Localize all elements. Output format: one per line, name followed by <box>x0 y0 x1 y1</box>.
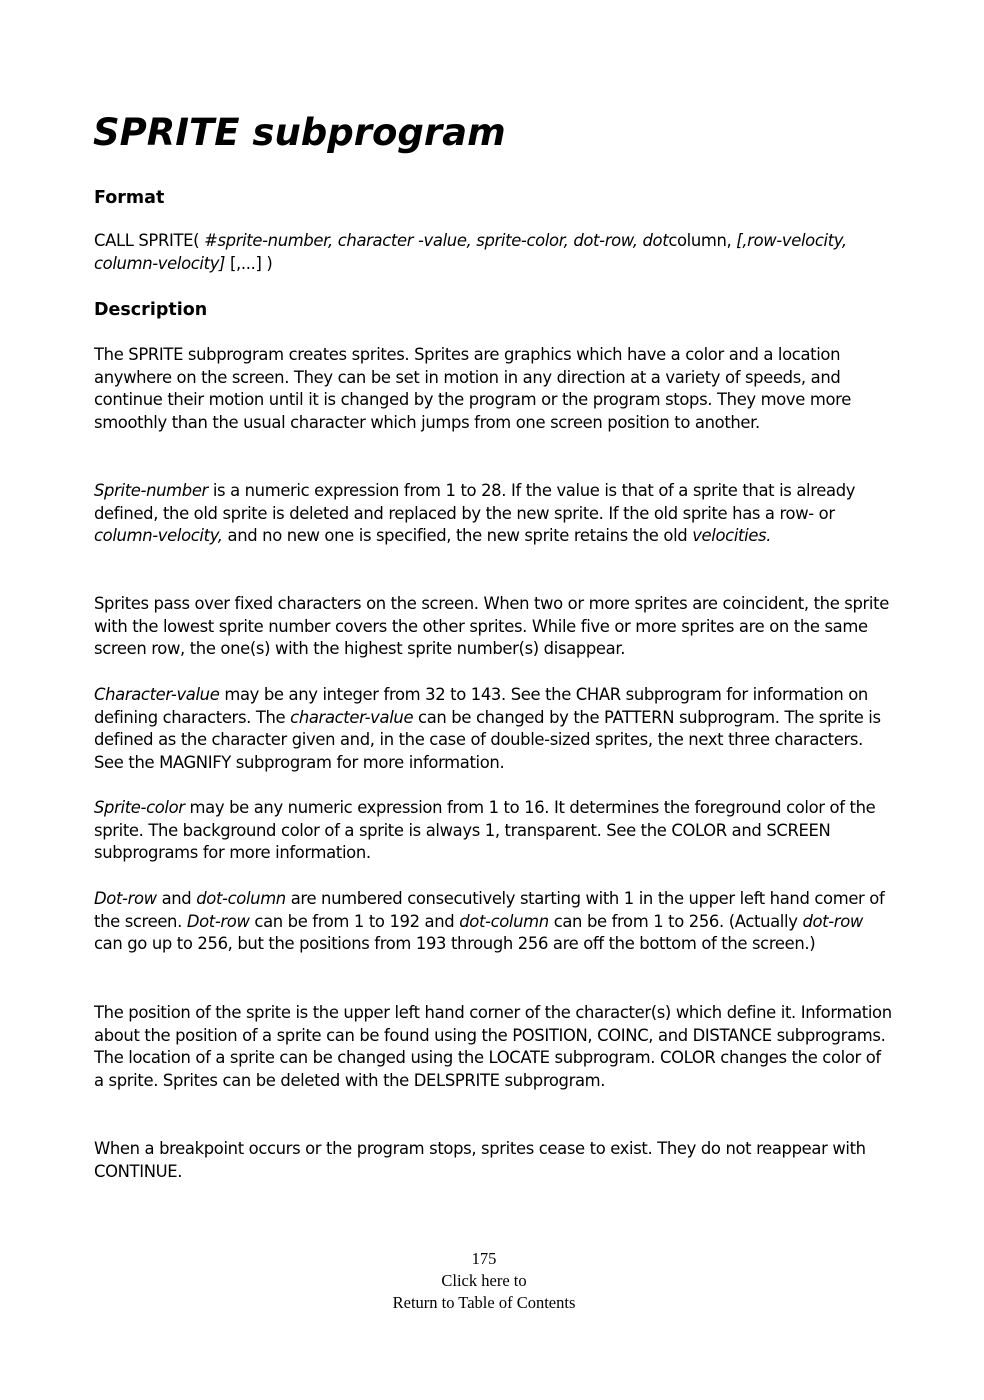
format-syntax <box>94 230 894 275</box>
call-prefix: CALL SPRITE( <box>94 231 205 250</box>
arg-column: column, <box>668 231 737 250</box>
paragraph-8: When a breakpoint occurs or the program stops, sprites cease to exist. They do not reappear with CONTINUE. <box>94 1139 866 1181</box>
call-suffix: [,...] ) <box>225 253 273 273</box>
description-heading: Description <box>94 300 208 320</box>
page-number: 175 <box>471 1249 497 1268</box>
link-line-1: Click here to <box>441 1271 527 1290</box>
arg-character-value: character -value, <box>337 231 477 250</box>
paragraph-6: Dot-row and dot-column are numbered consecutively starting with 1 in the upper left hand comer of the screen. Dot-row can be from 1 to 192 and dot-column can be from 1 to 256. (Actually dot-row can go up to 256, but the positions from 193 through 256 are off the bottom of the screen.) <box>94 889 885 954</box>
paragraph-2: Sprite-number is a numeric expression from 1 to 28. If the value is that of a sprite that is already defined, the old sprite is deleted and replaced by the new sprite. If the old sprite has a row- or column-velocity, and no new one is specified, the new sprite retains the old velocities. <box>94 481 856 546</box>
arg-dot: dot <box>642 231 669 250</box>
format-heading: Format <box>94 188 165 208</box>
page-footer <box>334 1248 634 1314</box>
link-line-2: Return to Table of Contents <box>392 1293 576 1312</box>
table-of-contents-link[interactable] <box>334 1270 634 1314</box>
arg-sprite-number: #sprite-number, <box>204 231 338 250</box>
paragraph-4: Character-value may be any integer from 32 to 143. See the CHAR subprogram for information on defining characters. The character-value can be changed by the PATTERN subprogram. The sprite is defined as the character given and, in the case of double-sized sprites, the next three characters. See the MAGNIFY subprogram for more information. <box>94 685 881 773</box>
arg-optional: [,row-velocity, column-velocity] <box>94 231 847 273</box>
arg-dot-row: dot-row, <box>573 231 643 250</box>
arg-sprite-color: sprite-color, <box>476 231 574 250</box>
paragraph-7: The position of the sprite is the upper left hand corner of the character(s) which define it. Information about the position of a sprite can be found using the POSITION, COINC, and DISTANCE subprograms. The location of a sprite can be changed using the LOCATE subprogram. COLOR changes the color of a sprite. Sprites can be deleted with the DELSPRITE subprogram. <box>94 1003 892 1091</box>
paragraph-1: The SPRITE subprogram creates sprites. Sprites are graphics which have a color and a location anywhere on the screen. They can be set in motion in any direction at a variety of speeds, and continue their motion until it is changed by the program or the program stops. They move more smoothly than the usual character which jumps from one screen position to another. <box>94 345 851 433</box>
paragraph-3: Sprites pass over fixed characters on the screen. When two or more sprites are coincident, the sprite with the lowest sprite number covers the other sprites. While five or more sprites are on the same screen row, the one(s) with the highest sprite number(s) disappear. <box>94 594 889 659</box>
paragraph-5: Sprite-color may be any numeric expression from 1 to 16. It determines the foreground color of the sprite. The background color of a sprite is always 1, transparent. See the COLOR and SCREEN subprograms for more information. <box>94 798 876 863</box>
page-title: SPRITE subprogram <box>93 111 506 154</box>
